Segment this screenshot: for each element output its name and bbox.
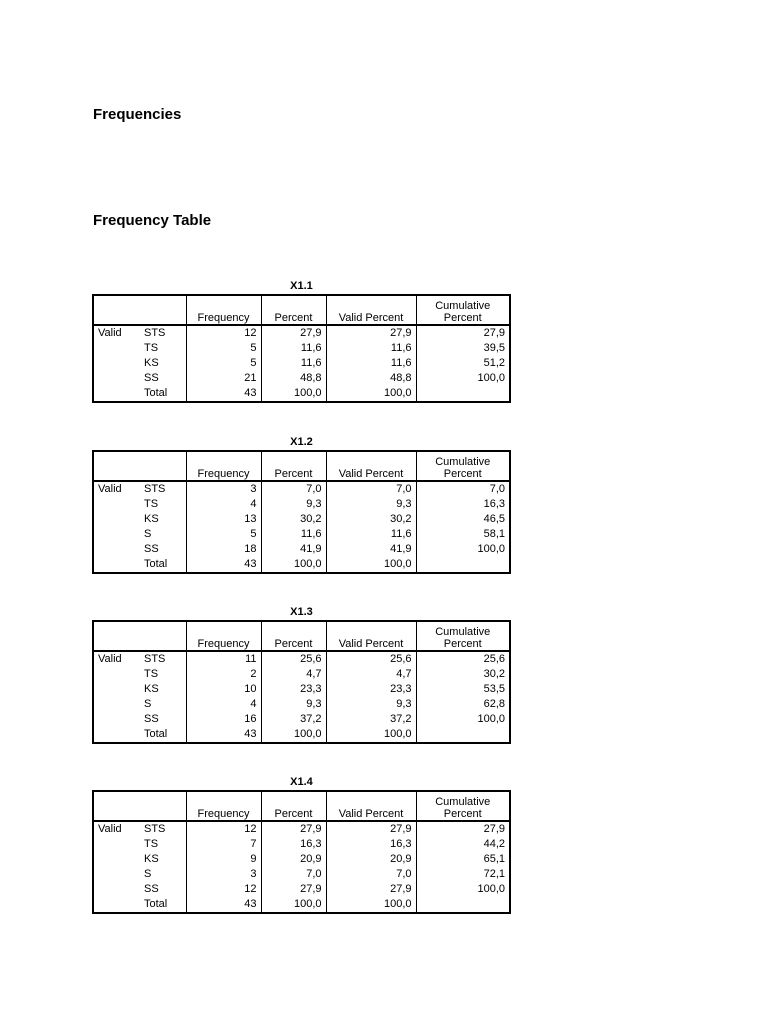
frequency-cell: 9 [186,852,261,867]
group-label-empty [93,542,141,557]
group-label: Valid [98,653,122,665]
column-header-frequency: Frequency [186,791,261,821]
frequency-cell: 3 [186,867,261,882]
group-label: Valid [98,327,122,339]
frequency-cell: 12 [186,325,261,341]
page-title: Frequencies [93,106,182,123]
frequency-table-x1-4 [92,775,511,914]
valid-percent-cell: 37,2 [326,712,416,727]
header-blank [141,791,186,821]
header-blank [141,295,186,325]
frequency-cell: 11 [186,651,261,667]
group-label-empty [93,727,141,743]
cumulative-percent-cell: 100,0 [416,371,510,386]
group-label-empty [93,852,141,867]
percent-cell: 9,3 [261,697,326,712]
table-row [93,852,510,867]
header-blank [141,621,186,651]
table-row [93,542,510,557]
category-cell: S [144,698,152,710]
percent-cell: 9,3 [261,497,326,512]
table-row [93,481,510,497]
percent-cell: 4,7 [261,667,326,682]
column-header-percent: Percent [261,621,326,651]
category-cell: Total [144,898,168,910]
cumulative-percent-cell: 46,5 [416,512,510,527]
table-row [93,325,510,341]
table-row [93,697,510,712]
group-label: Valid [98,823,122,835]
column-header-cumulative-percent: Cumulative Percent [416,295,510,325]
table-row [93,837,510,852]
valid-percent-cell: 11,6 [326,341,416,356]
valid-percent-cell: 100,0 [326,557,416,573]
percent-cell: 100,0 [261,557,326,573]
frequency-cell: 5 [186,356,261,371]
category-cell: Total [144,728,168,740]
column-header-cumulative-percent: Cumulative Percent [416,791,510,821]
category-cell: KS [144,513,159,525]
cumulative-percent-cell: 51,2 [416,356,510,371]
percent-cell: 100,0 [261,897,326,913]
frequency-cell: 10 [186,682,261,697]
column-header-frequency: Frequency [186,621,261,651]
frequency-table-x1-3 [92,605,511,744]
frequency-cell: 43 [186,557,261,573]
cumulative-percent-cell: 39,5 [416,341,510,356]
frequency-cell: 21 [186,371,261,386]
column-header-valid-percent: Valid Percent [326,791,416,821]
cumulative-percent-cell: 30,2 [416,667,510,682]
column-header-valid-percent: Valid Percent [326,295,416,325]
percent-cell: 7,0 [261,867,326,882]
percent-cell: 30,2 [261,512,326,527]
valid-percent-cell: 16,3 [326,837,416,852]
valid-percent-cell: 100,0 [326,386,416,402]
percent-cell: 20,9 [261,852,326,867]
frequency-cell: 2 [186,667,261,682]
column-header-valid-percent: Valid Percent [326,621,416,651]
category-cell: S [144,528,152,540]
group-label-empty [93,667,141,682]
table-row [93,356,510,371]
group-label-empty [93,497,141,512]
category-cell: KS [144,853,159,865]
valid-percent-cell: 25,6 [326,651,416,667]
group-label-empty [93,356,141,371]
percent-cell: 100,0 [261,386,326,402]
percent-cell: 16,3 [261,837,326,852]
table-row-total [93,897,510,913]
category-cell: SS [144,713,159,725]
header-blank [93,295,141,325]
category-cell: STS [144,653,166,665]
valid-percent-cell: 41,9 [326,542,416,557]
valid-percent-cell: 100,0 [326,897,416,913]
valid-percent-cell: 11,6 [326,527,416,542]
valid-percent-cell: 9,3 [326,697,416,712]
category-cell: TS [144,342,159,354]
column-header-percent: Percent [261,791,326,821]
cumulative-percent-cell: 65,1 [416,852,510,867]
table-row-total [93,557,510,573]
frequency-table [92,294,511,403]
percent-cell: 25,6 [261,651,326,667]
cumulative-percent-cell: 58,1 [416,527,510,542]
table-row [93,682,510,697]
group-label-empty [93,867,141,882]
category-cell: Total [144,558,168,570]
group-label-empty [93,712,141,727]
group-label-empty [93,557,141,573]
category-cell: STS [144,823,166,835]
cumulative-percent-cell: 27,9 [416,325,510,341]
category-cell: SS [144,883,159,895]
group-label-empty [93,882,141,897]
valid-percent-cell: 20,9 [326,852,416,867]
header-blank [93,791,141,821]
percent-cell: 100,0 [261,727,326,743]
percent-cell: 27,9 [261,821,326,837]
table-row [93,341,510,356]
header-blank [93,621,141,651]
frequency-cell: 43 [186,897,261,913]
cumulative-percent-cell: 27,9 [416,821,510,837]
group-label-empty [93,341,141,356]
frequency-cell: 13 [186,512,261,527]
group-label-empty [93,837,141,852]
table-title: X1.4 [290,776,313,788]
table-row [93,667,510,682]
percent-cell: 41,9 [261,542,326,557]
category-cell: TS [144,668,159,680]
column-header-valid-percent: Valid Percent [326,451,416,481]
category-cell: TS [144,838,159,850]
frequency-cell: 16 [186,712,261,727]
column-header-cumulative-percent: Cumulative Percent [416,451,510,481]
frequency-table [92,620,511,744]
group-label-empty [93,386,141,402]
cumulative-percent-cell: 100,0 [416,712,510,727]
table-row [93,882,510,897]
group-label: Valid [98,483,122,495]
column-header-frequency: Frequency [186,295,261,325]
group-label-empty [93,897,141,913]
table-header-row [93,451,510,481]
category-cell: KS [144,683,159,695]
table-title: X1.1 [290,280,313,292]
frequency-cell: 43 [186,727,261,743]
cumulative-percent-cell [416,727,510,743]
category-cell: Total [144,387,168,399]
frequency-table-x1-2 [92,435,511,574]
section-title: Frequency Table [93,212,212,229]
percent-cell: 48,8 [261,371,326,386]
table-row [93,712,510,727]
valid-percent-cell: 7,0 [326,867,416,882]
frequency-table [92,790,511,914]
cumulative-percent-cell [416,557,510,573]
group-label-empty [93,512,141,527]
category-cell: KS [144,357,159,369]
cumulative-percent-cell: 100,0 [416,542,510,557]
table-row [93,527,510,542]
percent-cell: 27,9 [261,882,326,897]
cumulative-percent-cell [416,897,510,913]
valid-percent-cell: 11,6 [326,356,416,371]
table-header-row [93,791,510,821]
valid-percent-cell: 30,2 [326,512,416,527]
column-header-cumulative-percent: Cumulative Percent [416,621,510,651]
column-header-frequency: Frequency [186,451,261,481]
frequency-table [92,450,511,574]
percent-cell: 11,6 [261,527,326,542]
frequency-cell: 3 [186,481,261,497]
table-row-total [93,727,510,743]
frequency-cell: 43 [186,386,261,402]
category-cell: SS [144,372,159,384]
frequency-cell: 5 [186,527,261,542]
group-label-empty [93,682,141,697]
group-label-empty [93,697,141,712]
table-row [93,651,510,667]
header-blank [93,451,141,481]
percent-cell: 11,6 [261,356,326,371]
column-header-percent: Percent [261,295,326,325]
table-row-total [93,386,510,402]
table-row [93,512,510,527]
table-row [93,371,510,386]
table-header-row [93,621,510,651]
frequency-cell: 12 [186,821,261,837]
valid-percent-cell: 48,8 [326,371,416,386]
category-cell: STS [144,327,166,339]
header-blank [141,451,186,481]
valid-percent-cell: 27,9 [326,821,416,837]
cumulative-percent-cell: 25,6 [416,651,510,667]
frequency-cell: 4 [186,497,261,512]
category-cell: S [144,868,152,880]
cumulative-percent-cell: 16,3 [416,497,510,512]
group-label-empty [93,371,141,386]
cumulative-percent-cell: 44,2 [416,837,510,852]
table-row [93,867,510,882]
cumulative-percent-cell: 72,1 [416,867,510,882]
valid-percent-cell: 7,0 [326,481,416,497]
valid-percent-cell: 100,0 [326,727,416,743]
cumulative-percent-cell [416,386,510,402]
table-title: X1.2 [290,436,313,448]
valid-percent-cell: 27,9 [326,882,416,897]
percent-cell: 23,3 [261,682,326,697]
cumulative-percent-cell: 7,0 [416,481,510,497]
category-cell: TS [144,498,159,510]
valid-percent-cell: 4,7 [326,667,416,682]
frequency-table-x1-1 [92,279,511,403]
frequency-cell: 5 [186,341,261,356]
valid-percent-cell: 23,3 [326,682,416,697]
cumulative-percent-cell: 53,5 [416,682,510,697]
percent-cell: 37,2 [261,712,326,727]
valid-percent-cell: 9,3 [326,497,416,512]
group-label-empty [93,527,141,542]
percent-cell: 11,6 [261,341,326,356]
table-row [93,497,510,512]
frequency-cell: 18 [186,542,261,557]
cumulative-percent-cell: 100,0 [416,882,510,897]
table-row [93,821,510,837]
percent-cell: 27,9 [261,325,326,341]
category-cell: STS [144,483,166,495]
frequency-cell: 4 [186,697,261,712]
valid-percent-cell: 27,9 [326,325,416,341]
percent-cell: 7,0 [261,481,326,497]
frequency-cell: 7 [186,837,261,852]
frequency-cell: 12 [186,882,261,897]
column-header-percent: Percent [261,451,326,481]
cumulative-percent-cell: 62,8 [416,697,510,712]
table-header-row [93,295,510,325]
table-title: X1.3 [290,606,313,618]
category-cell: SS [144,543,159,555]
